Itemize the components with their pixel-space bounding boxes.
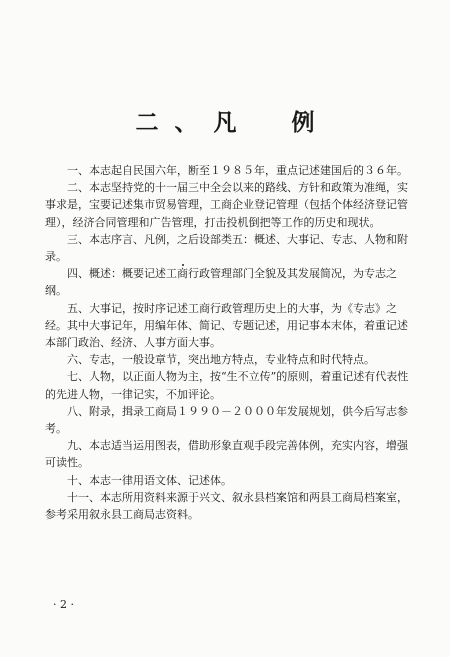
paragraph: 二、本志坚持党的十一届三中全会以来的路线、方针和政策为准绳，实事求是，宝要记述集市贸易管理，工商企业登记管理（包括个体经济登记管理），经济合同管理和广告管理，打击投机倒把等工作的历史和现状。 <box>45 181 408 229</box>
paragraph: 五、大事记，按时序记述工商行政管理历史上的大事，为《专志》之经。其中大事记年，用编年体、简记、专题记述，用记事本末体，着重记述本部门政治、经济、人事方面大事。 <box>45 301 408 350</box>
paragraph: 三、本志序言、凡例，之后设部类五：概述、大事记、专志、人物和附录。 <box>45 232 408 264</box>
print-speck <box>182 264 184 266</box>
paragraph: 九、本志适当运用图表，借助形象直观手段完善体例，充实内容，增强可读性。 <box>45 439 408 470</box>
paragraph: 十、本志一律用语文体、记述体。 <box>67 473 232 487</box>
paragraph: 八、附录，揖录工商局１９９０－２０００年发展规划，供今后写志参考。 <box>45 404 408 436</box>
page-title: 二、凡 例 <box>135 109 331 136</box>
body-text <box>45 162 417 523</box>
paragraph: 一、本志起自民国六年，断至１９８５年，重点记述建国后的３６年。 <box>67 164 408 177</box>
paragraph: 七、人物，以正面人物为主，按“生不立传”的原则，着重记述有代表性的先进人物，一律记实，不加评论。 <box>45 370 409 401</box>
paragraph: 六、专志，一般设章节，突出地方特点，专业特点和时代特点。 <box>67 353 375 367</box>
paragraph: 四、概述：概要记述工商行政管理部门全貌及其发展简况，为专志之纲。 <box>45 267 397 298</box>
paragraph: 十一、本志所用资料来源于兴文、叙永县档案馆和两县工商局档案室，参考采用叙永县工商局志资料。 <box>45 490 408 522</box>
page-number: · 2 · <box>53 598 74 611</box>
